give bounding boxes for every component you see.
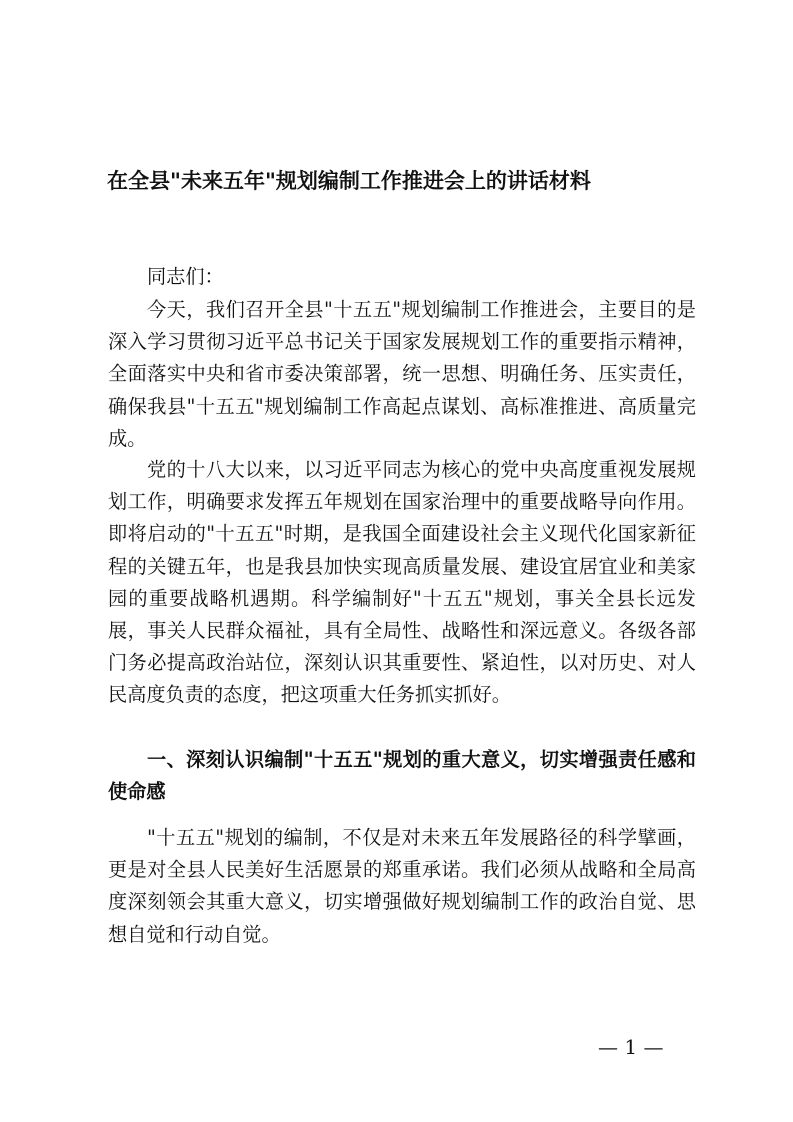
section-heading-1: 一、深刻认识编制"十五五"规划的重大意义，切实增强责任感和使命感	[108, 748, 696, 803]
paragraph-section-1: "十五五"规划的编制，不仅是对未来五年发展路径的科学擘画，更是对全县人民美好生活愿景的郑重承诺。我们必须从战略和全局高度深刻领会其重大意义，切实增强做好规划编制工作的政治自觉、思想自觉和行动自觉。	[108, 826, 696, 946]
salutation: 同志们：	[147, 265, 224, 288]
paragraph-background: 党的十八大以来，以习近平同志为核心的党中央高度重视发展规划工作，明确要求发挥五年规划在国家治理中的重要战略导向作用。即将启动的"十五五"时期，是我国全面建设社会主义现代化国家新征程的关键五年，也是我县加快实现高质量发展、建设宜居宜业和美家园的重要战略机遇期。科学编制好"十五五"规划，事关全县长远发展，事关人民群众福祉，具有全局性、战略性和深远意义。各级各部门务必提高政治站位，深刻认识其重要性、紧迫性，以对历史、对人民高度负责的态度，把这项重大任务抓实抓好。	[108, 458, 696, 707]
page-number: — 1 —	[598, 1035, 664, 1059]
document-title: 在全县"未来五年"规划编制工作推进会上的讲话材料	[107, 169, 591, 193]
paragraph-opening: 今天，我们召开全县"十五五"规划编制工作推进会，主要目的是深入学习贯彻习近平总书记关于国家发展规划工作的重要指示精神，全面落实中央和省市委决策部署，统一思想、明确任务、压实责任，确保我县"十五五"规划编制工作高起点谋划、高标准推进、高质量完成。	[108, 298, 696, 450]
